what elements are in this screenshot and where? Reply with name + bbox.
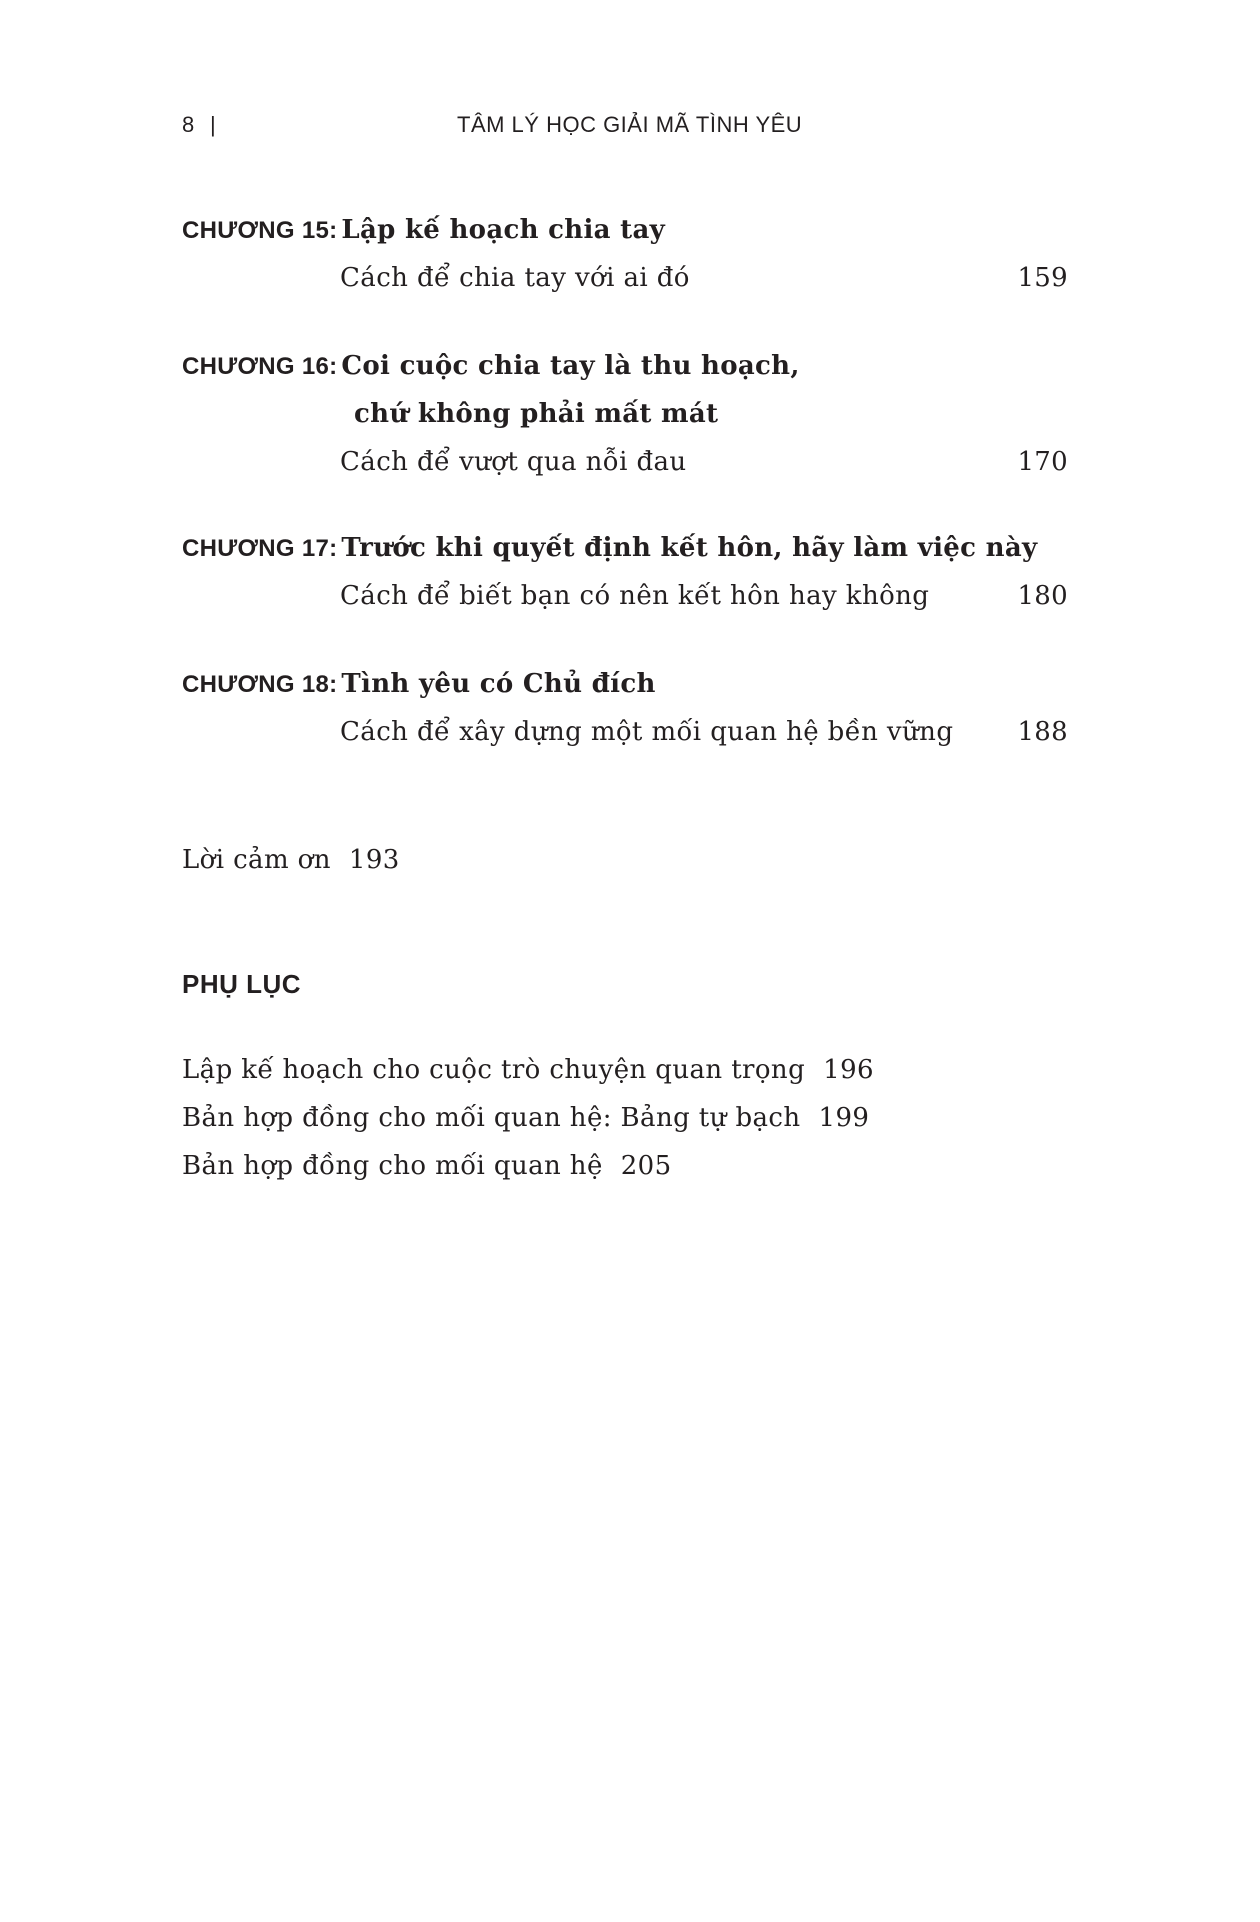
page-number: 8 [182,112,195,137]
chapter-page-number: 188 [1017,717,1068,747]
chapter-label: CHƯƠNG 18: [182,671,338,698]
acknowledgements-title: Lời cảm ơn [182,845,331,875]
chapter-heading [182,206,1082,254]
chapter-subtitle: Cách để xây dựng một mối quan hệ bền vững [340,717,954,747]
appendix-item-title: Bản hợp đồng cho mối quan hệ: Bảng tự bạch [182,1103,801,1133]
appendix-item-page-number: 199 [818,1103,870,1133]
chapter-subtitle: Cách để biết bạn có nên kết hôn hay không [340,581,930,611]
toc-acknowledgements [182,836,400,884]
appendix-item-page-number: 205 [620,1151,672,1181]
chapter-page-number: 159 [1017,263,1068,293]
toc-chapter-18 [182,660,1082,756]
toc-chapter-16 [182,342,1082,486]
chapter-subtitle-row [182,708,1082,756]
chapter-subtitle: Cách để chia tay với ai đó [340,263,690,293]
book-title: TÂM LÝ HỌC GIẢI MÃ TÌNH YÊU [457,112,803,137]
chapter-title: Lập kế hoạch chia tay [341,215,666,245]
chapter-label: CHƯƠNG 15: [182,217,338,244]
chapter-title-continuation: chứ không phải mất mát [354,399,719,429]
toc-chapter-15 [182,206,1082,302]
chapter-subtitle-row [182,572,1082,620]
appendix-item-title: Bản hợp đồng cho mối quan hệ [182,1151,603,1181]
chapter-heading [182,342,1082,390]
appendix-item-page-number: 196 [823,1055,874,1085]
acknowledgements-page-number: 193 [348,845,400,875]
chapter-label: CHƯƠNG 17: [182,535,338,562]
appendix-item-title: Lập kế hoạch cho cuộc trò chuyện quan trọng [182,1055,806,1085]
chapter-label: CHƯƠNG 16: [182,353,338,380]
chapter-heading [182,660,1082,708]
chapter-page-number: 170 [1017,447,1068,477]
running-head [182,112,1082,142]
page-number-separator: | [210,112,217,137]
chapter-page-number: 180 [1017,581,1068,611]
appendix-heading: PHỤ LỤC [182,969,302,999]
appendix-item [182,1046,874,1094]
appendix-item [182,1094,869,1142]
toc-chapter-17 [182,524,1082,620]
appendix-item [182,1142,672,1190]
chapter-heading [182,524,1082,572]
chapter-title: Coi cuộc chia tay là thu hoạch, [341,351,800,381]
chapter-subtitle: Cách để vượt qua nỗi đau [340,447,687,477]
chapter-title: Trước khi quyết định kết hôn, hãy làm việc này [341,533,1038,563]
chapter-subtitle-row [182,254,1082,302]
chapter-title: Tình yêu có Chủ đích [341,669,656,699]
chapter-subtitle-row [182,438,1082,486]
